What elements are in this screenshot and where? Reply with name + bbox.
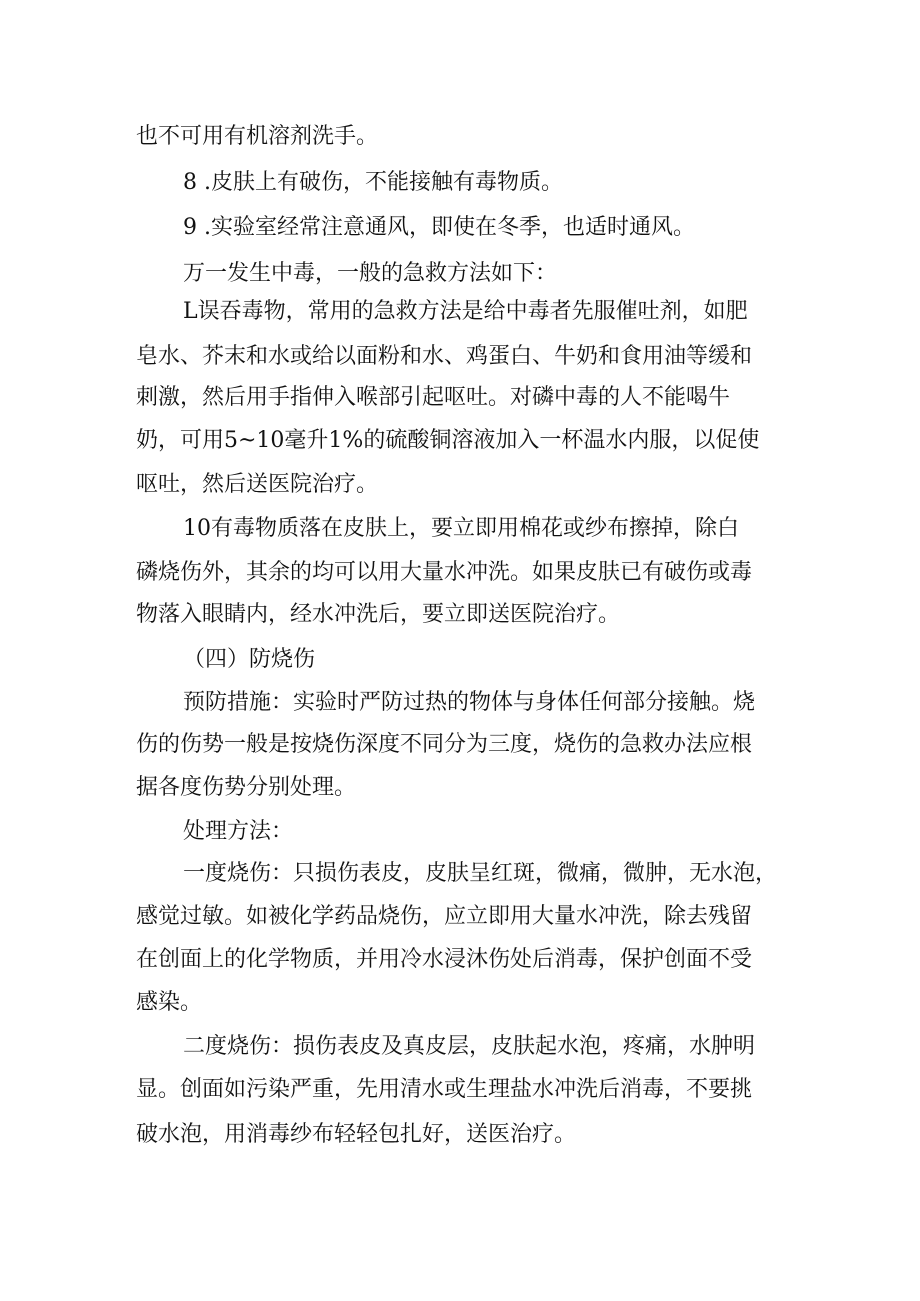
section-heading: （四）防烧伤: [183, 647, 316, 672]
text-line: 磷烧伤外，其余的均可以用大量水冲洗。如果皮肤已有破伤或毒: [136, 560, 753, 585]
paragraph-first-line: 处理方法：: [183, 819, 294, 844]
text-line: 显。创面如污染严重，先用清水或生理盐水冲洗后消毒，不要挑: [136, 1077, 753, 1102]
paragraph-first-line: 万一发生中毒，一般的急救方法如下：: [183, 261, 558, 286]
text-line: 物落入眼睛内，经水冲洗后，要立即送医院治疗。: [136, 602, 621, 627]
text-line: 呕吐，然后送医院治疗。: [136, 472, 379, 497]
text-line: 奶，可用5~10毫升1%的硫酸铜溶液加入一杯温水内服，以促使: [136, 428, 760, 453]
text-line: 感染。: [136, 990, 203, 1015]
list-item: 9 .实验室经常注意通风，即使在冬季，也适时通风。: [183, 215, 695, 240]
list-item: 8 .皮肤上有破伤，不能接触有毒物质。: [183, 170, 563, 195]
text-line: 也不可用有机溶剂洗手。: [136, 124, 379, 149]
text-line: 据各度伤势分别处理。: [136, 775, 357, 800]
text-line: 破水泡，用消毒纱布轻轻包扎好，送医治疗。: [136, 1122, 577, 1147]
paragraph-first-line: L误吞毒物，常用的急救方法是给中毒者先服催吐剂，如肥: [183, 299, 748, 324]
paragraph-first-line: 二度烧伤：损伤表皮及真皮层，皮肤起水泡，疼痛，水肿明: [183, 1034, 756, 1059]
text-line: 刺激，然后用手指伸入喉部引起呕吐。对磷中毒的人不能喝牛: [136, 385, 731, 410]
paragraph-first-line: 一度烧伤：只损伤表皮，皮肤呈红斑，微痛，微肿，无水泡，: [183, 861, 778, 886]
paragraph-first-line: 预防措施：实验时严防过热的物体与身体任何部分接触。烧: [183, 690, 756, 715]
text-line: 感觉过敏。如被化学药品烧伤，应立即用大量水冲洗，除去残留: [136, 904, 753, 929]
text-line: 在创面上的化学物质，并用冷水浸沐伤处后消毒，保护创面不受: [136, 947, 753, 972]
text-line: 皂水、芥末和水或给以面粉和水、鸡蛋白、牛奶和食用油等缓和: [136, 344, 753, 369]
paragraph-first-line: 10有毒物质落在皮肤上，要立即用棉花或纱布擦掉，除白: [183, 516, 739, 541]
text-line: 伤的伤势一般是按烧伤深度不同分为三度，烧伤的急救办法应根: [136, 732, 753, 757]
